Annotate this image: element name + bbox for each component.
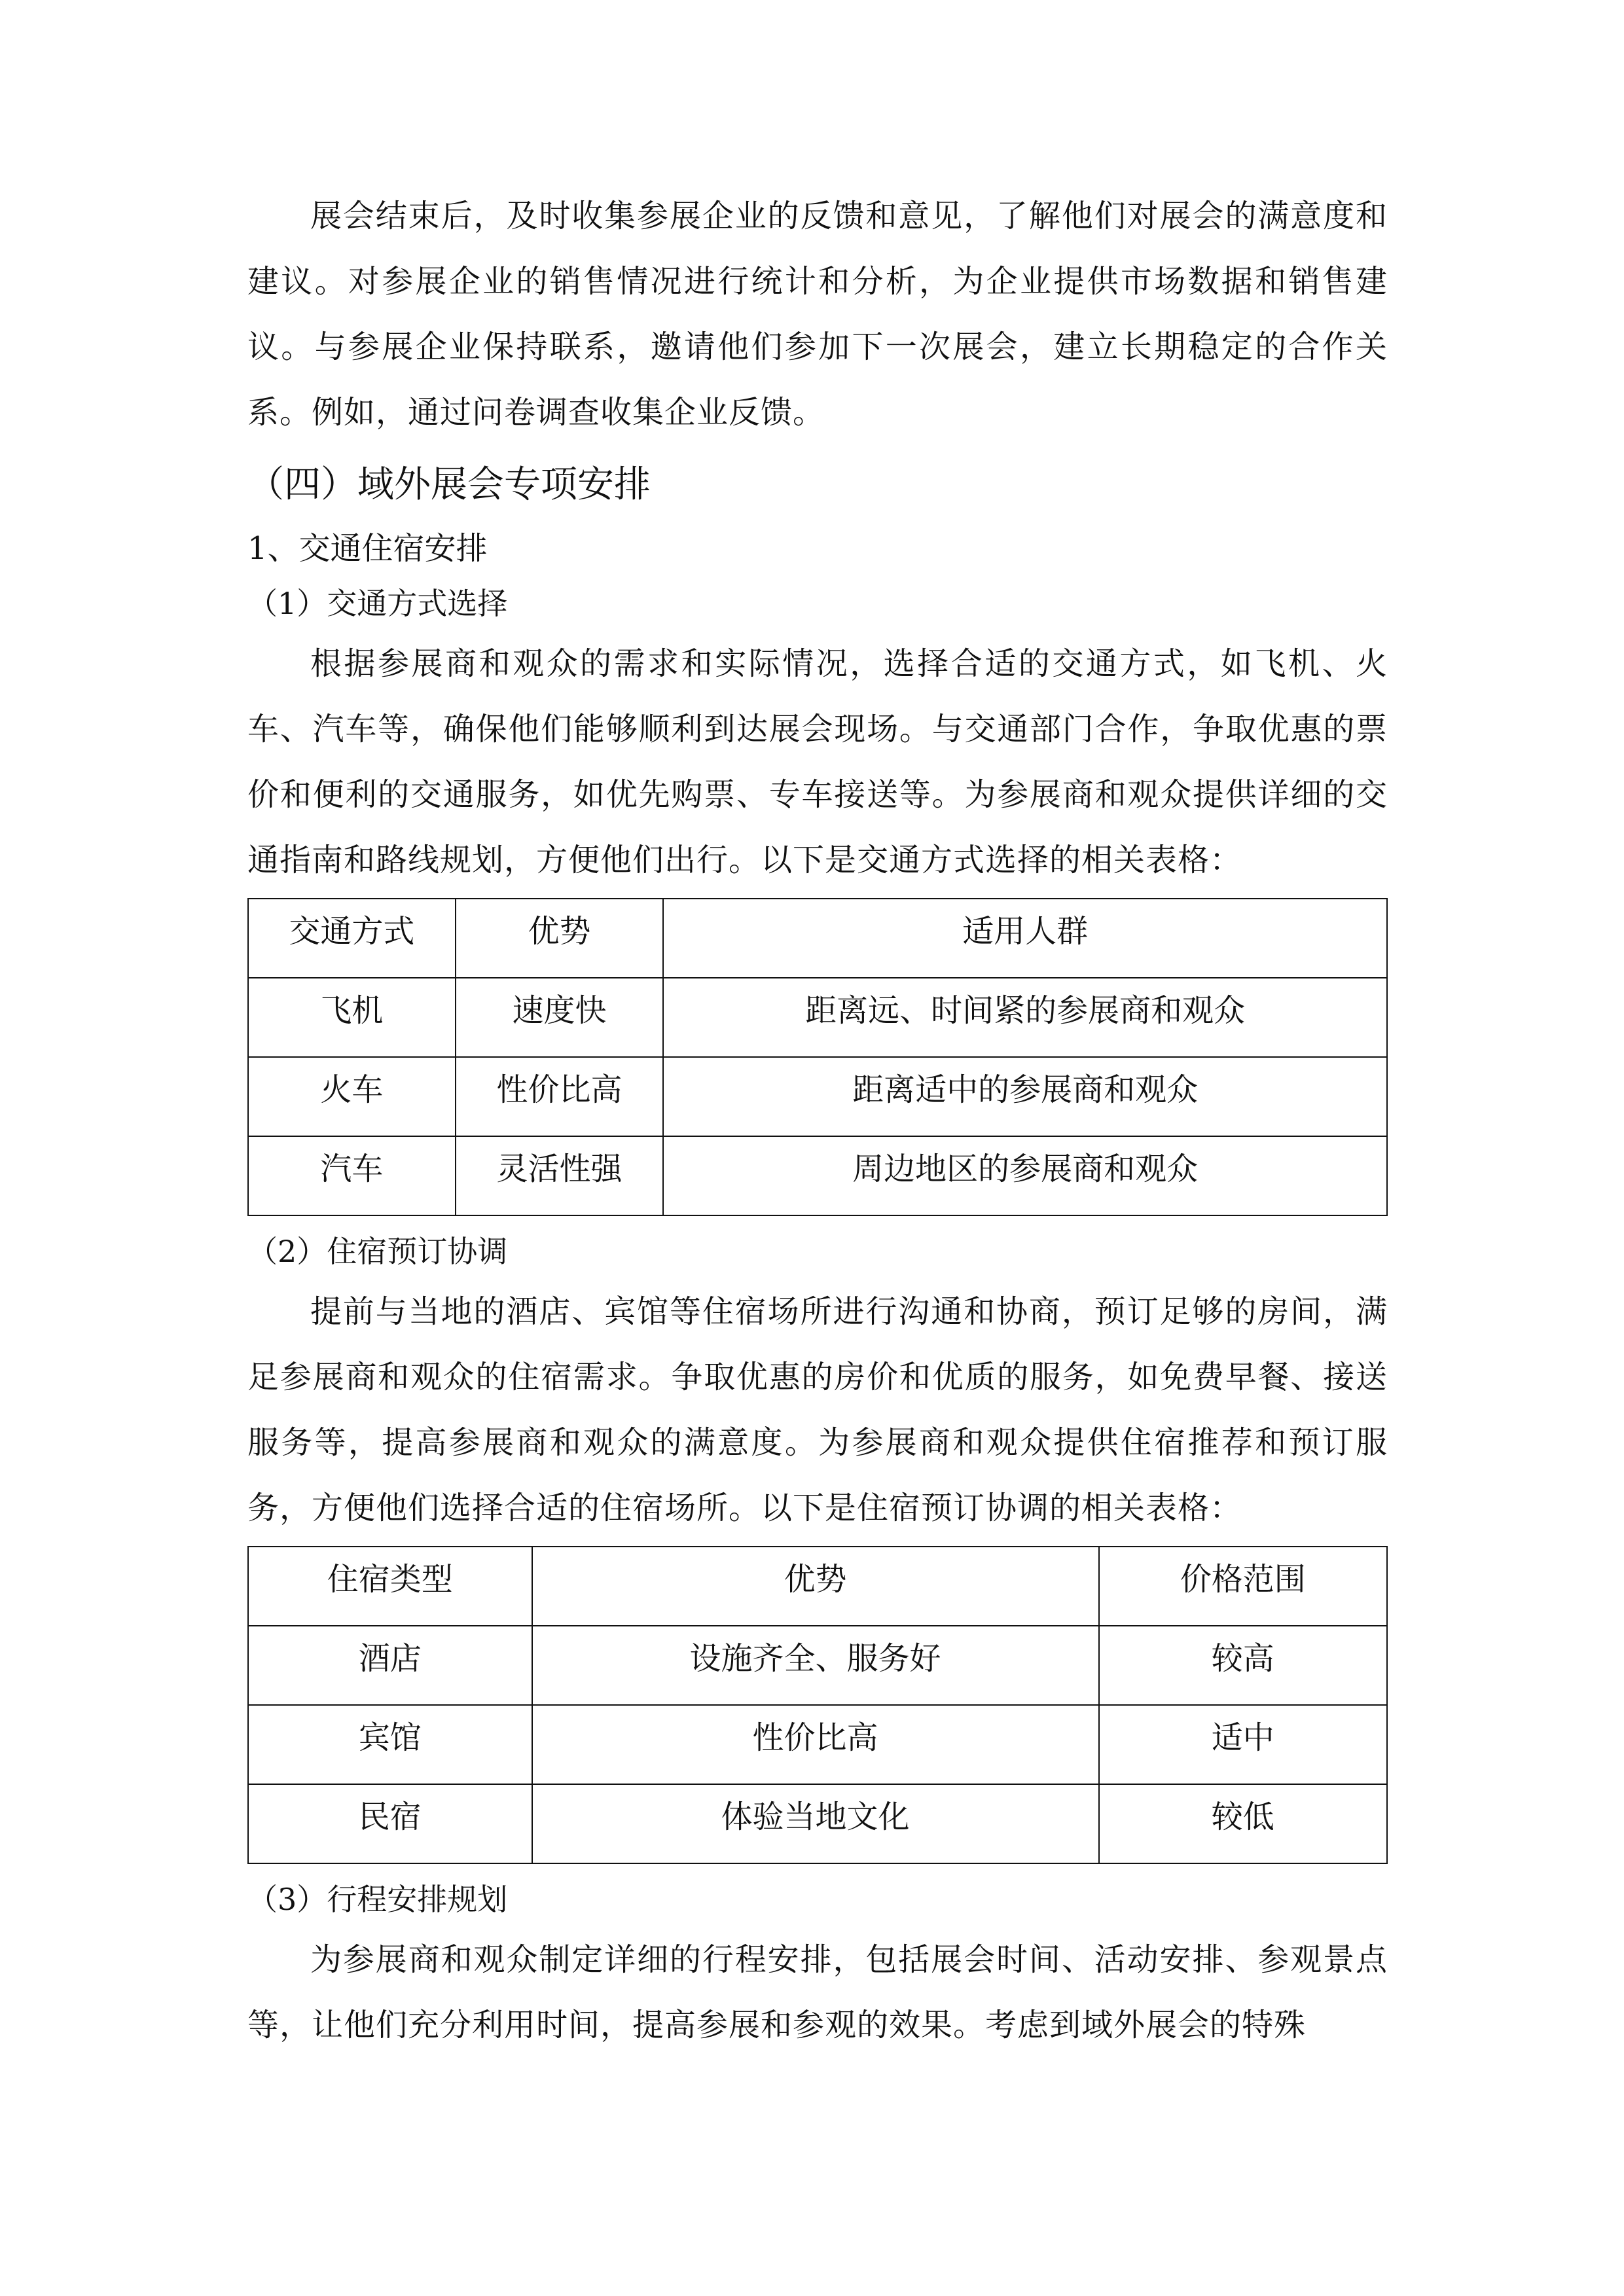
table-cell: 距离远、时间紧的参展商和观众 — [663, 978, 1387, 1057]
table-cell: 适中 — [1099, 1705, 1388, 1784]
table-header-cell: 适用人群 — [663, 899, 1387, 978]
table-row — [248, 1626, 1387, 1705]
table-header-row — [248, 899, 1387, 978]
table-cell: 飞机 — [248, 978, 456, 1057]
table-header-cell: 价格范围 — [1099, 1547, 1388, 1626]
transport-heading: （1）交通方式选择 — [247, 586, 508, 621]
transport-paragraph: 根据参展商和观众的需求和实际情况，选择合适的交通方式，如飞机、火车、汽车等，确保他们能够顺利到达展会现场。与交通部门合作，争取优惠的票价和便利的交通服务，如优先购票、专车接送等。为参展商和观众提供详细的交通指南和路线规划，方便他们出行。以下是交通方式选择的相关表格： — [247, 645, 1388, 878]
table-row — [248, 978, 1387, 1057]
table-cell: 灵活性强 — [456, 1136, 664, 1215]
table-cell: 较低 — [1099, 1784, 1388, 1863]
table-cell: 设施齐全、服务好 — [532, 1626, 1099, 1705]
table-row — [248, 1784, 1387, 1863]
transport-table — [247, 898, 1388, 1216]
table-cell: 汽车 — [248, 1136, 456, 1215]
lodging-paragraph: 提前与当地的酒店、宾馆等住宿场所进行沟通和协商，预订足够的房间，满足参展商和观众的住宿需求。争取优惠的房价和优质的服务，如免费早餐、接送服务等，提高参展商和观众的满意度。为参展商和观众提供住宿推荐和预订服务，方便他们选择合适的住宿场所。以下是住宿预订协调的相关表格： — [247, 1293, 1388, 1526]
itinerary-heading: （3）行程安排规划 — [247, 1882, 508, 1917]
section-heading: （四）域外展会专项安排 — [247, 463, 651, 506]
table-cell: 距离适中的参展商和观众 — [663, 1057, 1387, 1136]
table-cell: 速度快 — [456, 978, 664, 1057]
intro-paragraph: 展会结束后，及时收集参展企业的反馈和意见，了解他们对展会的满意度和建议。对参展企业的销售情况进行统计和分析，为企业提供市场数据和销售建议。与参展企业保持联系，邀请他们参加下一次展会，建立长期稳定的合作关系。例如，通过问卷调查收集企业反馈。 — [247, 198, 1388, 431]
document-page — [247, 183, 1388, 2058]
table-cell: 较高 — [1099, 1626, 1388, 1705]
table-row — [248, 1705, 1387, 1784]
table-cell: 性价比高 — [456, 1057, 664, 1136]
table-cell: 火车 — [248, 1057, 456, 1136]
subsection-heading: 1、交通住宿安排 — [247, 530, 488, 567]
table-cell: 宾馆 — [248, 1705, 532, 1784]
table-header-cell: 优势 — [456, 899, 664, 978]
table-cell: 周边地区的参展商和观众 — [663, 1136, 1387, 1215]
table-row — [248, 1057, 1387, 1136]
table-header-cell: 交通方式 — [248, 899, 456, 978]
table-cell: 酒店 — [248, 1626, 532, 1705]
table-cell: 体验当地文化 — [532, 1784, 1099, 1863]
table-header-row — [248, 1547, 1387, 1626]
table-cell: 民宿 — [248, 1784, 532, 1863]
table-cell: 性价比高 — [532, 1705, 1099, 1784]
table-row — [248, 1136, 1387, 1215]
table-header-cell: 优势 — [532, 1547, 1099, 1626]
itinerary-paragraph: 为参展商和观众制定详细的行程安排，包括展会时间、活动安排、参观景点等，让他们充分利用时间，提高参展和参观的效果。考虑到域外展会的特殊 — [247, 1941, 1388, 2043]
lodging-table — [247, 1546, 1388, 1864]
lodging-heading: （2）住宿预订协调 — [247, 1234, 508, 1269]
table-header-cell: 住宿类型 — [248, 1547, 532, 1626]
